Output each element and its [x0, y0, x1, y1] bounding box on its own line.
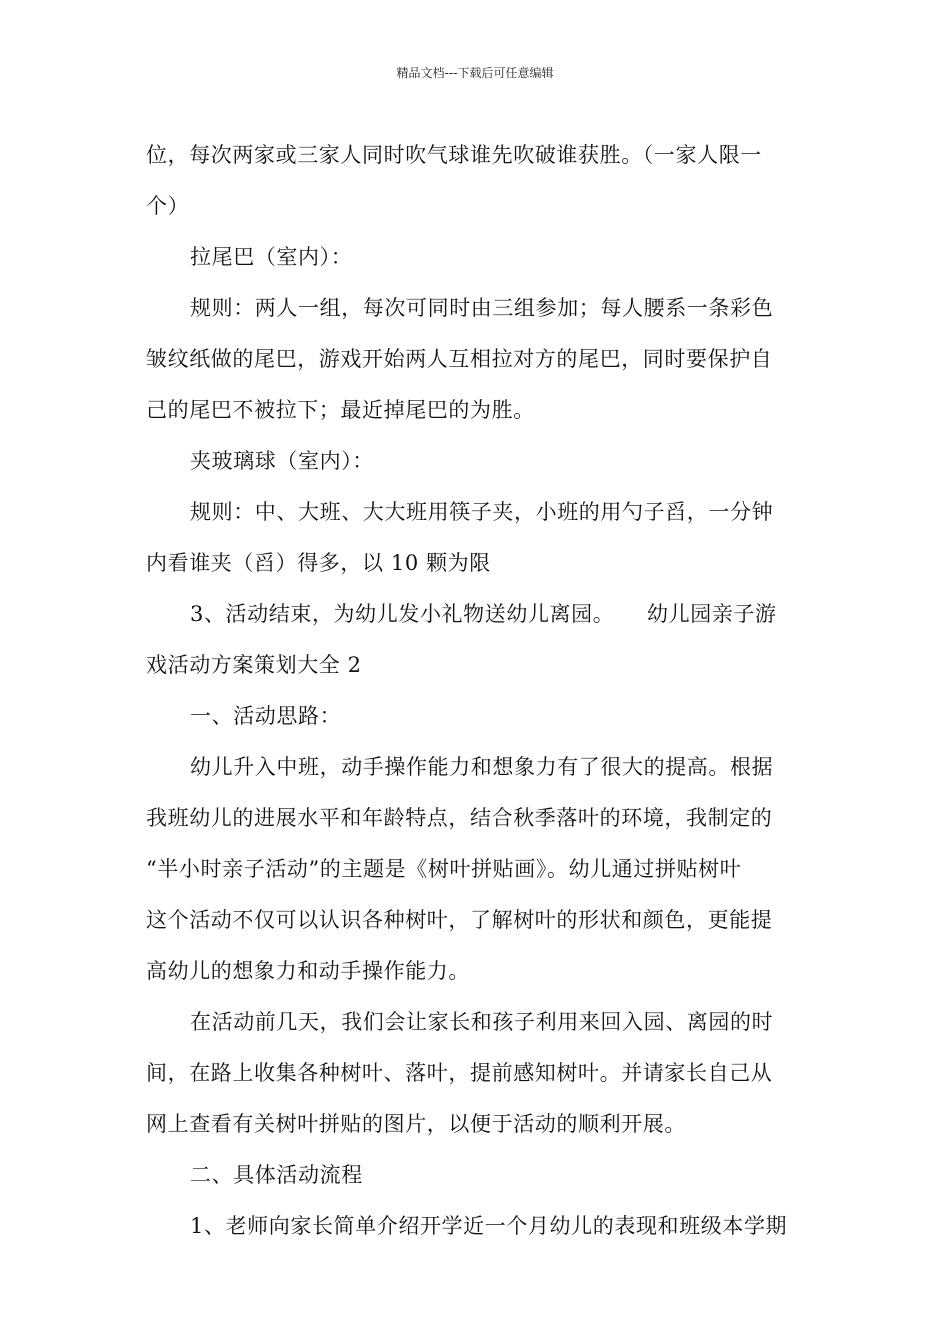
text-line: 高幼儿的想象力和动手操作能力。: [146, 959, 470, 983]
text-line: 我班幼儿的进展水平和年龄特点，结合秋季落叶的环境，我制定的: [146, 806, 773, 830]
text-line: 二、具体活动流程: [190, 1163, 363, 1187]
text-line: 间，在路上收集各种树叶、落叶，提前感知树叶。并请家长自己从: [146, 1061, 773, 1085]
document-body: [146, 130, 806, 1252]
text-line: 幼儿升入中班，动手操作能力和想象力有了很大的提高。根据: [190, 755, 774, 779]
text-line: 1、老师向家长简单介绍开学近一个月幼儿的表现和班级本学期: [190, 1214, 788, 1238]
text-line: 夹玻璃球（室内）：: [190, 449, 374, 473]
text-line: 个）: [146, 194, 190, 218]
text-line: 规则：中、大班、大大班用筷子夹，小班的用勺子舀，一分钟: [190, 500, 774, 524]
text-line: “半小时亲子活动”的主题是《树叶拼贴画》。幼儿通过拼贴树叶: [146, 857, 742, 881]
page-header: 精品文档---下载后可任意编辑: [396, 66, 554, 80]
text-line: 规则：两人一组，每次可同时由三组参加；每人腰系一条彩色: [190, 296, 774, 320]
text-line: 戏活动方案策划大全 2: [146, 653, 362, 677]
text-line: 网上查看有关树叶拼贴的图片，以便于活动的顺利开展。: [146, 1112, 686, 1136]
text-line: 内看谁夹（舀）得多，以 10 颗为限: [146, 551, 491, 575]
text-line: 一、活动思路：: [190, 704, 342, 728]
text-line: 在活动前几天，我们会让家长和孩子利用来回入园、离园的时: [190, 1010, 774, 1034]
text-line: 3、活动结束，为幼儿发小礼物送幼儿离园。 幼儿园亲子游: [190, 602, 777, 626]
text-line: 己的尾巴不被拉下；最近掉尾巴的为胜。: [146, 398, 535, 422]
text-line: 位，每次两家或三家人同时吹气球谁先吹破谁获胜。（一家人限一: [146, 143, 762, 167]
text-line: 皱纹纸做的尾巴，游戏开始两人互相拉对方的尾巴，同时要保护自: [146, 347, 773, 371]
text-line: 拉尾巴（室内）：: [190, 245, 353, 269]
text-line: 这个活动不仅可以认识各种树叶，了解树叶的形状和颜色，更能提: [146, 908, 773, 932]
